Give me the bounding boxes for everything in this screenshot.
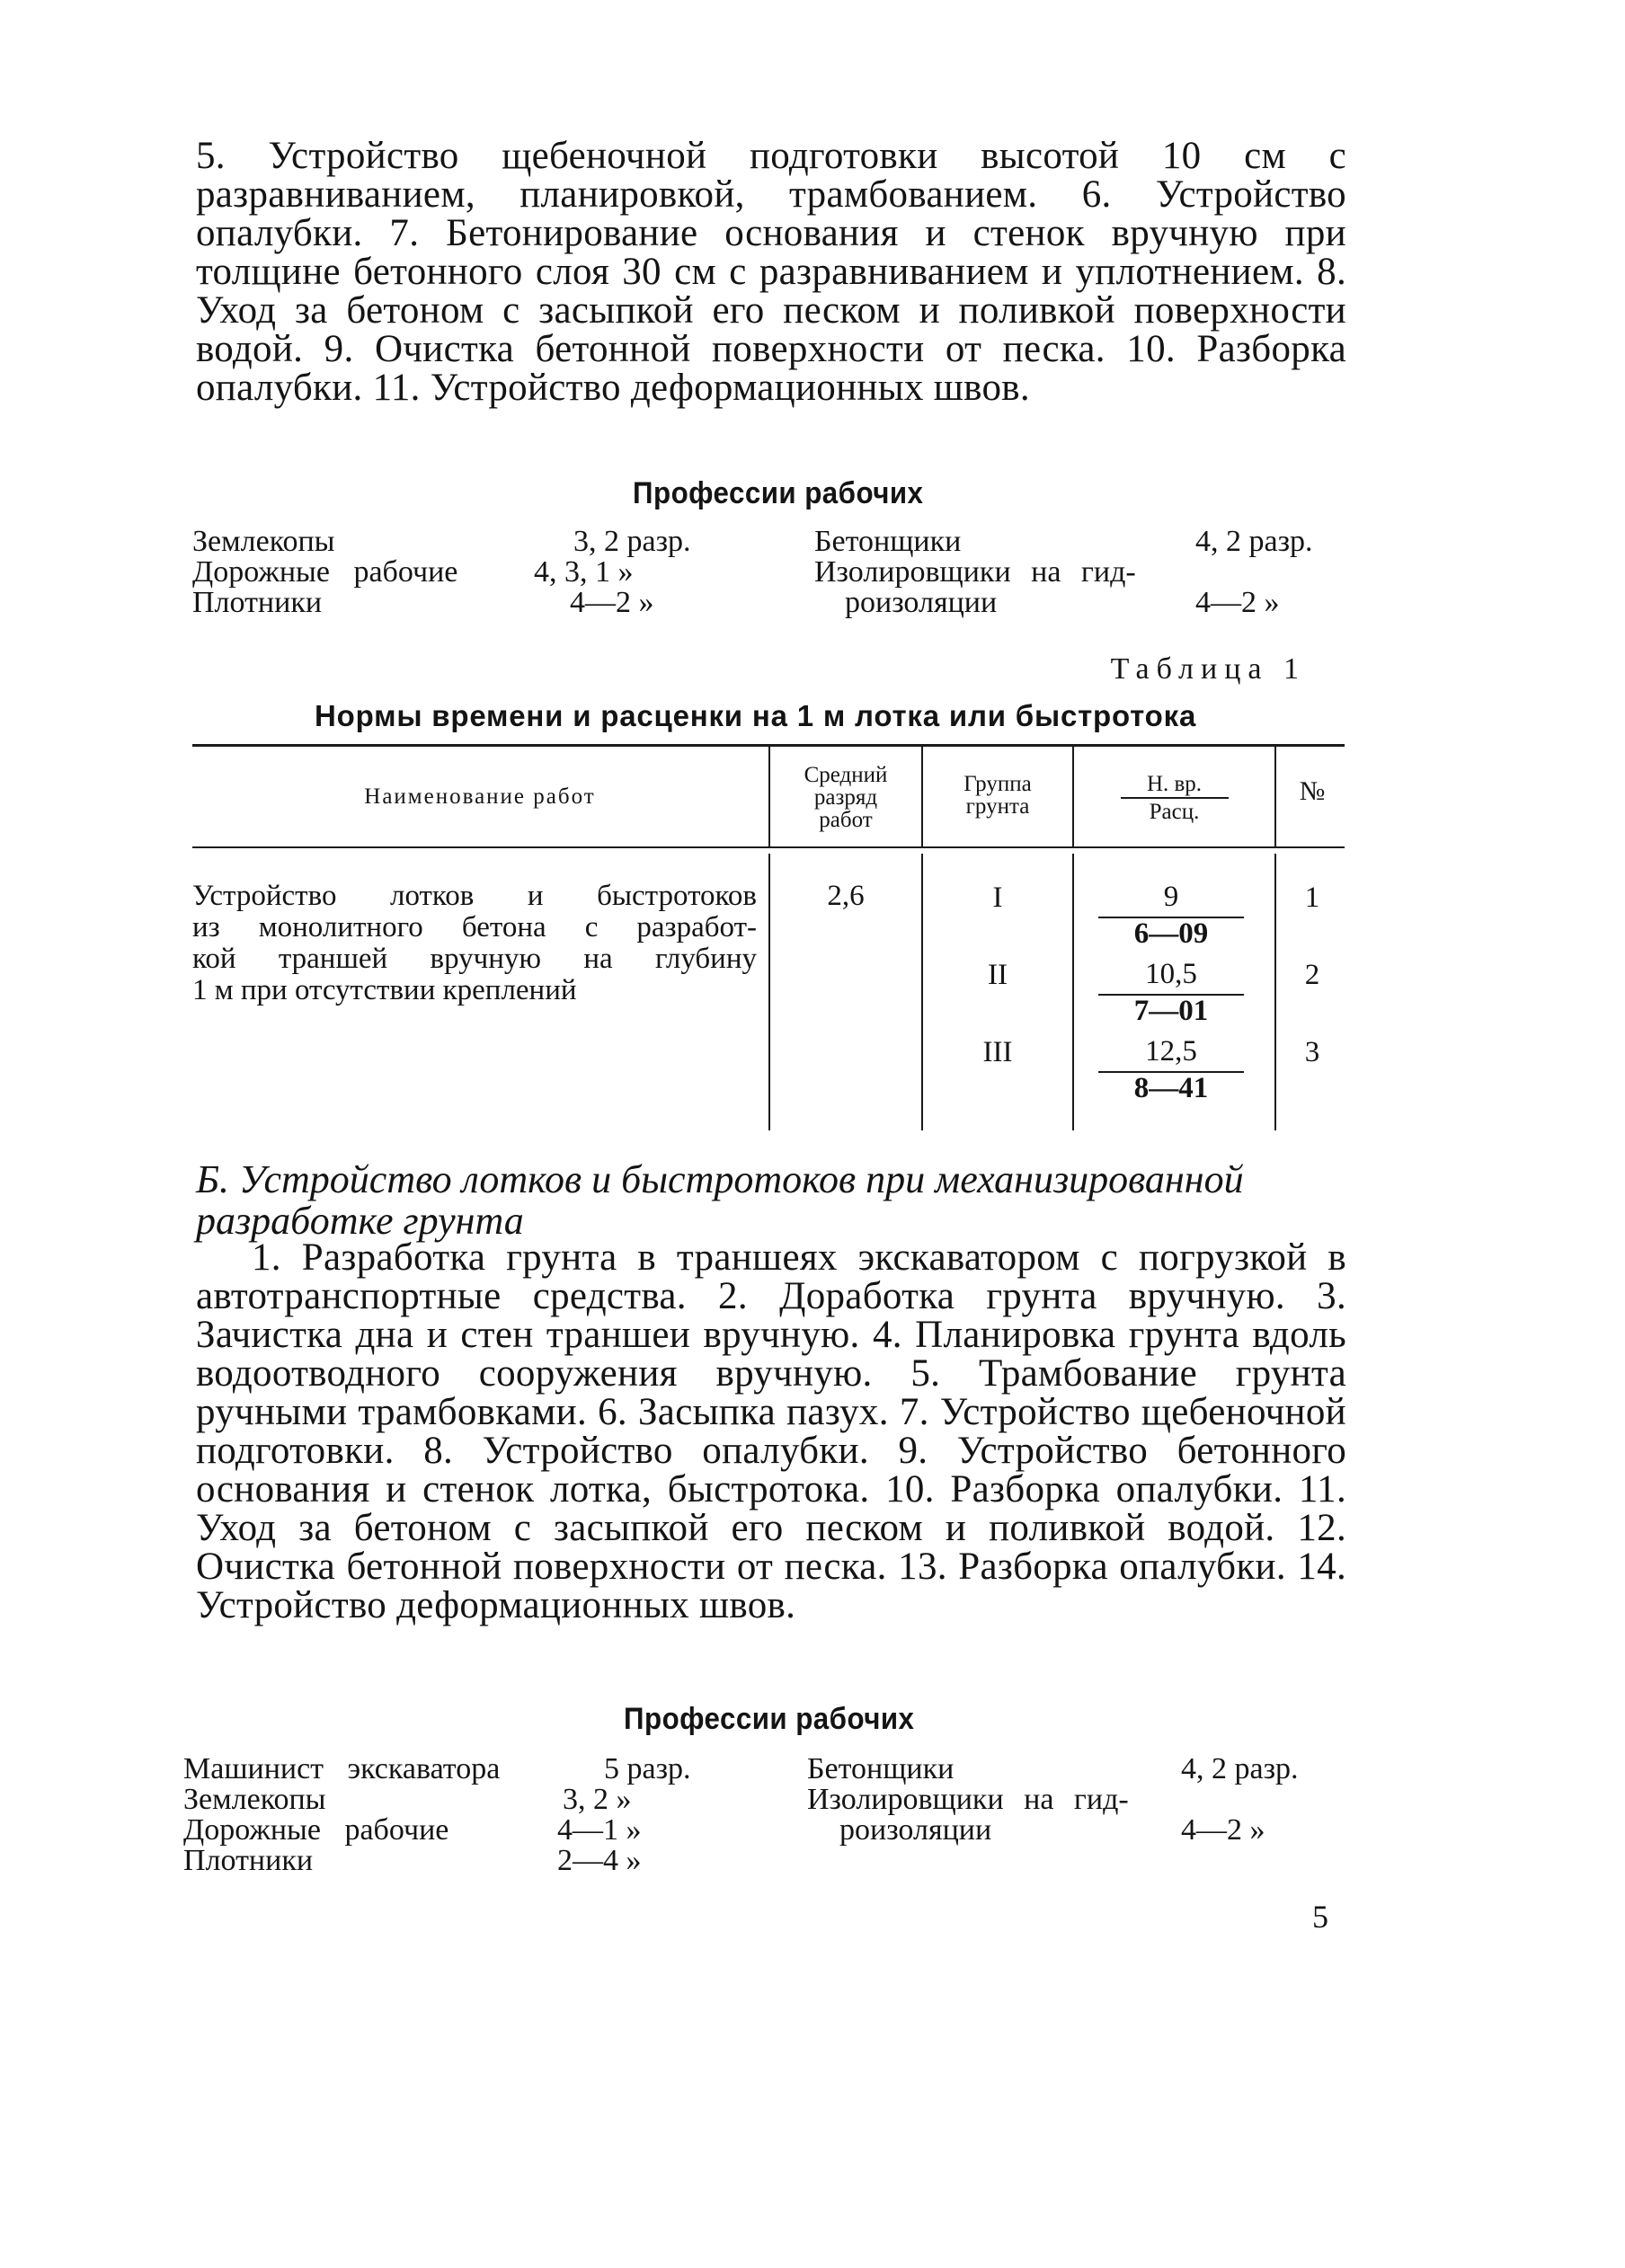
- worker-grade: 4—2 »: [1195, 586, 1280, 619]
- header-grade-line: Средний: [804, 763, 888, 787]
- page-number: 5: [1312, 1899, 1328, 1935]
- work-description: [192, 881, 757, 1006]
- worker-grade: 5 разр.: [604, 1752, 691, 1785]
- row-number: 3: [1304, 1036, 1320, 1068]
- table-label: Таблица 1: [1110, 652, 1306, 686]
- worker-name: Изолировщики на гид-: [814, 555, 1136, 589]
- row-number: 2: [1304, 959, 1320, 991]
- worker-name: Землекопы: [192, 525, 335, 558]
- worker-name: Бетонщики: [814, 525, 962, 558]
- fraction-bar: [1098, 1071, 1244, 1073]
- header-grade-line: разряд: [813, 785, 878, 810]
- soil-group: I: [992, 882, 1003, 914]
- worker-name: Дорожные рабочие: [192, 555, 458, 589]
- header-grade-line: работ: [819, 808, 873, 832]
- work-line: 1 м при отсутствии креплений: [192, 974, 577, 1006]
- worker-grade: 4, 2 разр.: [1195, 525, 1313, 558]
- avg-grade: 2,6: [827, 880, 865, 912]
- norm-rate-fraction: [1098, 881, 1244, 951]
- header-norm-time: Н. вр.: [1146, 772, 1203, 796]
- work-line: кой траншей вручную на глубину: [192, 943, 757, 975]
- worker-grade: 3, 2 разр.: [573, 525, 691, 558]
- rate: 7—01: [1133, 995, 1209, 1027]
- rate: 8—41: [1133, 1072, 1209, 1104]
- worker-name: Машинист экскаватора: [183, 1752, 501, 1785]
- intro-paragraph: [196, 137, 1346, 407]
- norm-time: 10,5: [1145, 958, 1197, 990]
- section-b-paragraph: [196, 1238, 1346, 1625]
- worker-grade: 2—4 »: [557, 1844, 642, 1877]
- fraction-bar: [1098, 917, 1244, 918]
- header-num: №: [1299, 776, 1326, 806]
- header-soil-line: Группа: [963, 772, 1032, 796]
- worker-name: Плотники: [192, 586, 323, 619]
- work-line: из монолитного бетона с разработ-: [192, 911, 757, 944]
- worker-name: роизоляции: [839, 1813, 992, 1847]
- section-b-paragraph-text: 1. Разработка грунта в траншеях экскаватором с погрузкой в автотранспортные средства. 2. Доработка грунта вручную. 3. Зачистка дна и стен траншеи вручную. 4. Планировка грунта вдоль водоотводного сооружения вручную. 5. Трамбование грунта ручными трамбовками. 6. Засыпка пазух. 7. Устройство щебеночной подготовки. 8. Устройство опалубки. 9. Устройство бетонного основания и стенок лотка, быстротока. 10. Разборка опалубки. 11. Уход за бетоном с засыпкой его песком и поливкой водой. 12. Очистка бетонной поверхности от песка. 13. Разборка опалубки. 14. Устройство деформационных швов.: [196, 1236, 1346, 1626]
- table-col-divider: [1072, 854, 1074, 1130]
- row-number: 1: [1304, 882, 1320, 914]
- soil-group: II: [988, 959, 1008, 991]
- workers-heading-b: Профессии рабочих: [624, 1702, 915, 1736]
- worker-name: Дорожные рабочие: [183, 1813, 449, 1847]
- header-soil-line: грунта: [965, 794, 1030, 819]
- table-caption: Нормы времени и расценки на 1 м лотка или быстротока: [315, 699, 1197, 732]
- fraction-bar: [1098, 994, 1244, 996]
- norm-time: 12,5: [1145, 1035, 1197, 1068]
- worker-name: роизоляции: [845, 586, 998, 619]
- header-norm-bar: [1121, 797, 1229, 799]
- rate: 6—09: [1133, 917, 1209, 950]
- soil-group: III: [982, 1036, 1013, 1068]
- norm-rate-fraction: [1098, 958, 1244, 1028]
- worker-grade: 4—2 »: [1181, 1813, 1265, 1847]
- table-header-rule: [192, 846, 1345, 848]
- worker-grade: 4, 2 разр.: [1181, 1752, 1299, 1785]
- header-grade: [770, 764, 921, 831]
- norm-time: 9: [1163, 881, 1179, 913]
- worker-grade: 4, 3, 1 »: [534, 555, 634, 589]
- worker-grade: 3, 2 »: [563, 1783, 632, 1816]
- header-norm: [1074, 773, 1274, 823]
- norm-rate-fraction: [1098, 1035, 1244, 1105]
- intro-paragraph-text: 5. Устройство щебеночной подготовки высотой 10 см с разравниванием, планировкой, трамбованием. 6. Устройство опалубки. 7. Бетонирование основания и стенок вручную при толщине бетонного слоя 30 см с разравниванием и уплотнением. 8. Уход за бетоном с засыпкой его песком и поливкой поверхности водой. 9. Очистка бетонной поверхности от песка. 10. Разборка опалубки. 11. Устройство деформационных швов.: [196, 135, 1346, 409]
- worker-name: Землекопы: [183, 1783, 326, 1816]
- worker-name: Бетонщики: [807, 1752, 955, 1785]
- header-soil-group: [923, 773, 1072, 818]
- header-work: Наименование работ: [364, 784, 596, 809]
- header-norm-rate: Расц.: [1149, 800, 1200, 824]
- worker-grade: 4—2 »: [570, 586, 654, 619]
- worker-name: Изолировщики на гид-: [807, 1783, 1129, 1816]
- section-b-title: Б. Устройство лотков и быстротоков при механизированной разработке грунта: [196, 1157, 1244, 1243]
- worker-grade: 4—1 »: [557, 1813, 642, 1847]
- workers-heading-a: Профессии рабочих: [633, 476, 924, 510]
- worker-name: Плотники: [183, 1844, 314, 1877]
- work-line: Устройство лотков и быстротоков: [192, 880, 757, 912]
